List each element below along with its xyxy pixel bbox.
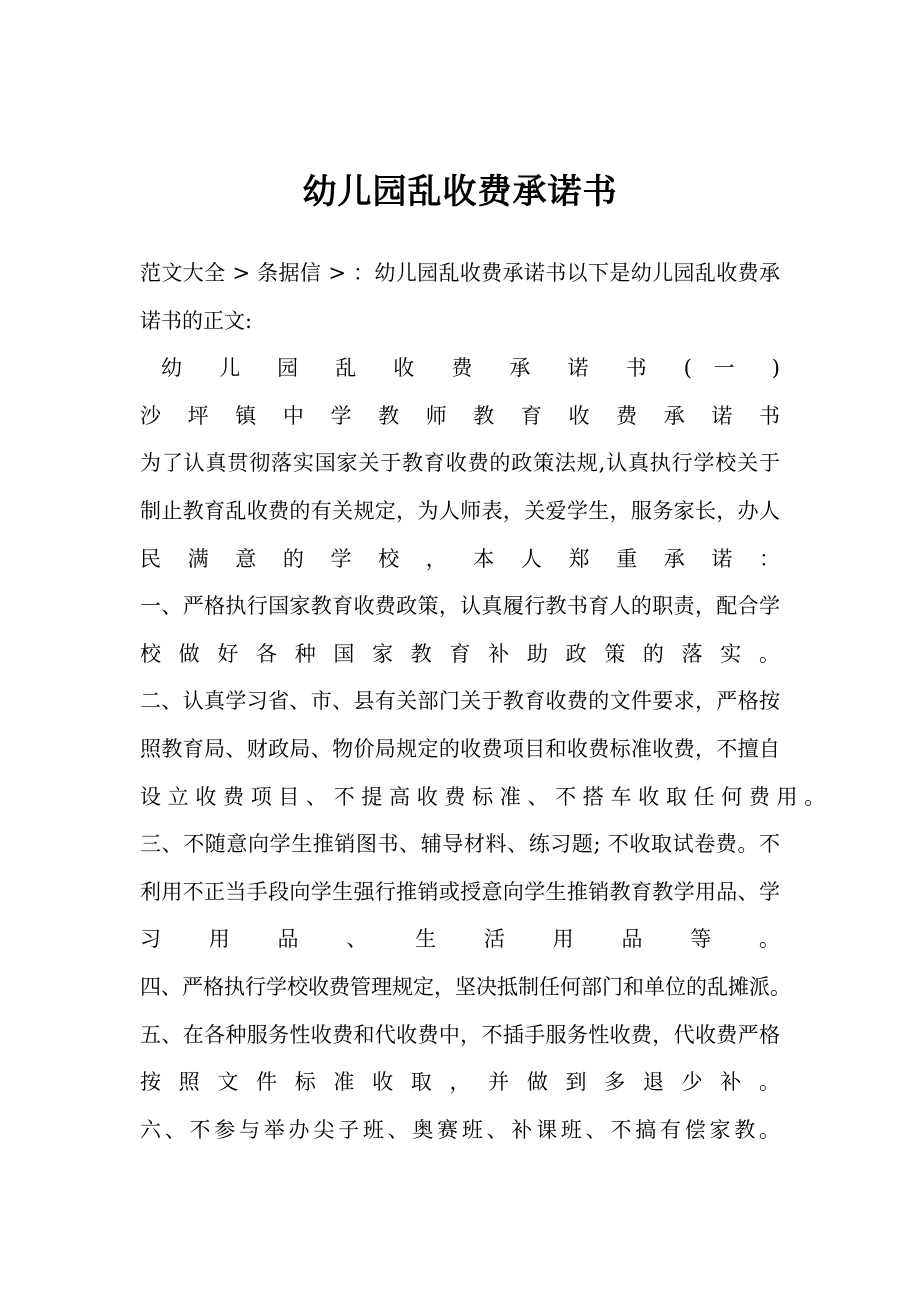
paragraph-line: 二、认真学习省、市、县有关部门关于教育收费的文件要求，严格按 — [140, 689, 780, 714]
paragraph-line: 为了认真贯彻落实国家关于教育收费的政策法规,认真执行学校关于 — [140, 451, 780, 476]
paragraph-line: 设 立 收 费 项 目 、 不 提 高 收 费 标 准 、 不 搭 车 收 取 任 何 费 用 。 — [140, 784, 826, 809]
paragraph-line: 照教育局、财政局、物价局规定的收费项目和收费标准收费，不擅自 — [140, 736, 780, 761]
document-body — [140, 250, 826, 1154]
paragraph-line: 按 照 文 件 标 准 收 取 ， 并 做 到 多 退 少 补 。 — [140, 1070, 780, 1095]
paragraph-line: 校 做 好 各 种 国 家 教 育 补 助 政 策 的 落 实 。 — [140, 641, 780, 666]
paragraph-line: 利用不正当手段向学生强行推销或授意向学生推销教育教学用品、学 — [140, 879, 780, 904]
paragraph-line: 民 满 意 的 学 校 ， 本 人 郑 重 承 诺 ： — [140, 546, 780, 571]
document-title: 幼儿园乱收费承诺书 — [302, 172, 618, 212]
paragraph-line: 习 用 品 、 生 活 用 品 等 。 — [140, 927, 780, 952]
intro-line-2: 诺书的正文: — [140, 308, 253, 333]
paragraph-line: 一、严格执行国家教育收费政策，认真履行教书育人的职责，配合学 — [140, 594, 780, 619]
paragraph-line: 六、不参与举办尖子班、奥赛班、补课班、不搞有偿家教。 — [140, 1117, 780, 1142]
heading-line: 沙 坪 镇 中 学 教 师 教 育 收 费 承 诺 书 — [140, 403, 780, 428]
subtitle-line: 幼 儿 园 乱 收 费 承 诺 书 ( 一 ) — [161, 356, 780, 381]
intro-line-1: 范文大全 > 条据信 > ：幼儿园乱收费承诺书以下是幼儿园乱收费承 — [140, 261, 780, 285]
paragraph-line: 五、在各种服务性收费和代收费中，不插手服务性收费，代收费严格 — [140, 1022, 780, 1047]
paragraph-line: 制止教育乱收费的有关规定，为人师表，关爱学生，服务家长，办人 — [140, 498, 780, 523]
paragraph-line: 三、不随意向学生推销图书、辅导材料、练习题; 不收取试卷费。不 — [140, 832, 780, 857]
paragraph-line: 四、严格执行学校收费管理规定，坚决抵制任何部门和单位的乱摊派。 — [140, 974, 791, 999]
